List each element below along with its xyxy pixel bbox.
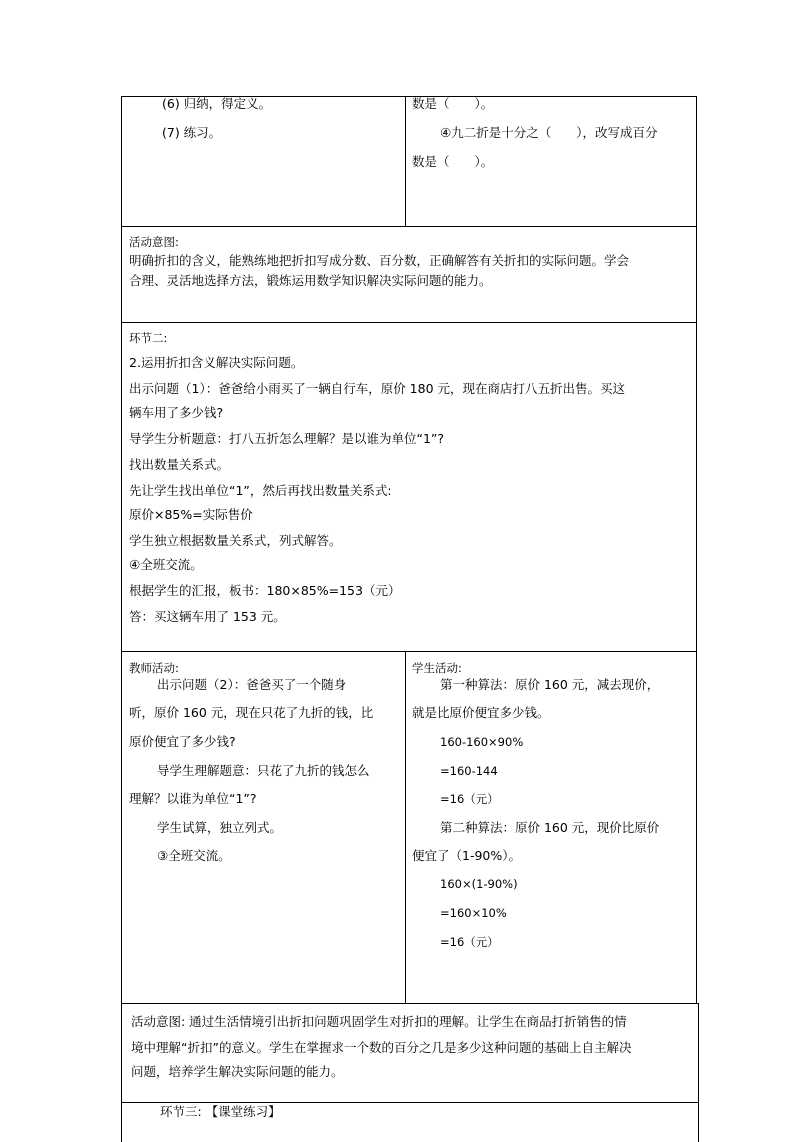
student-line: 便宜了（1-90%）。 xyxy=(412,848,521,863)
section2-line: 先让学生找出单位“1”，然后再找出数量关系式: xyxy=(129,483,392,498)
student-line: 第一种算法：原价 160 元，减去现价， xyxy=(440,677,660,692)
row1-left-line: (7) 练习。 xyxy=(162,125,222,140)
student-label: 学生活动: xyxy=(412,661,462,675)
intent1-line: 合理、灵活地选择方法，锻炼运用数学知识解决实际问题的能力。 xyxy=(129,273,492,288)
row1-left-line: (6) 归纳，得定义。 xyxy=(162,96,272,111)
teacher-label: 教师活动: xyxy=(129,661,179,675)
intent2-line: 问题，培养学生解决实际问题的能力。 xyxy=(131,1064,344,1079)
student-line: =160-144 xyxy=(440,764,498,778)
section2-line: 出示问题（1）：爸爸给小雨买了一辆自行车，原价 180 元，现在商店打八五折出售。买这 xyxy=(129,381,626,396)
teacher-line: 理解？以谁为单位“1”? xyxy=(129,791,257,806)
student-line: 160-160×90% xyxy=(440,735,524,749)
student-line: 160×(1-90%) xyxy=(440,877,518,891)
section2-line: 答：买这辆车用了 153 元。 xyxy=(129,609,286,624)
row1-right-line: ④九二折是十分之（ ），改写成百分 xyxy=(440,125,658,140)
student-line: 第二种算法：原价 160 元，现价比原价 xyxy=(440,820,660,835)
section3-label: 环节三: 【课堂练习】 xyxy=(160,1104,281,1119)
section2-line: 原价×85%=实际售价 xyxy=(129,507,253,522)
section2-line: 找出数量关系式。 xyxy=(129,457,230,472)
intent2-line: 活动意图: 通过生活情境引出折扣问题巩固学生对折扣的理解。让学生在商品打折销售的情 xyxy=(131,1014,627,1029)
section2-line: ④全班交流。 xyxy=(129,557,203,572)
teacher-line: 原价便宜了多少钱? xyxy=(129,734,236,749)
row1-right-line: 数是（ ）。 xyxy=(412,96,494,111)
section2-line: 学生独立根据数量关系式，列式解答。 xyxy=(129,533,342,548)
teacher-line: ③全班交流。 xyxy=(157,848,231,863)
student-line: 就是比原价便宜多少钱。 xyxy=(412,705,550,720)
teacher-line: 出示问题（2）：爸爸买了一个随身 xyxy=(157,677,347,692)
intent1-line: 明确折扣的含义，能熟练地把折扣写成分数、百分数，正确解答有关折扣的实际问题。学会 xyxy=(129,253,630,268)
section2-line: 导学生分析题意：打八五折怎么理解？是以谁为单位“1”? xyxy=(129,431,445,446)
teacher-line: 学生试算，独立列式。 xyxy=(157,820,283,835)
student-line: =16（元） xyxy=(440,792,499,806)
teacher-line: 听，原价 160 元，现在只花了九折的钱，比 xyxy=(129,705,374,720)
section2-label: 环节二: xyxy=(129,331,168,345)
intent2-line: 境中理解“折扣”的意义。学生在掌握求一个数的百分之几是多少这种问题的基础上自主解决 xyxy=(131,1040,632,1055)
student-line: =16（元） xyxy=(440,935,499,949)
section2-line: 2.运用折扣含义解决实际问题。 xyxy=(129,355,304,370)
student-line: =160×10% xyxy=(440,906,507,920)
section2-line: 辆车用了多少钱? xyxy=(129,405,224,420)
intent1-label: 活动意图: xyxy=(129,235,179,249)
teacher-line: 导学生理解题意：只花了九折的钱怎么 xyxy=(157,763,370,778)
section2-line: 根据学生的汇报，板书：180×85%=153（元） xyxy=(129,583,401,598)
row1-right-line: 数是（ ）。 xyxy=(412,154,494,169)
row1-left-cell xyxy=(121,96,406,227)
